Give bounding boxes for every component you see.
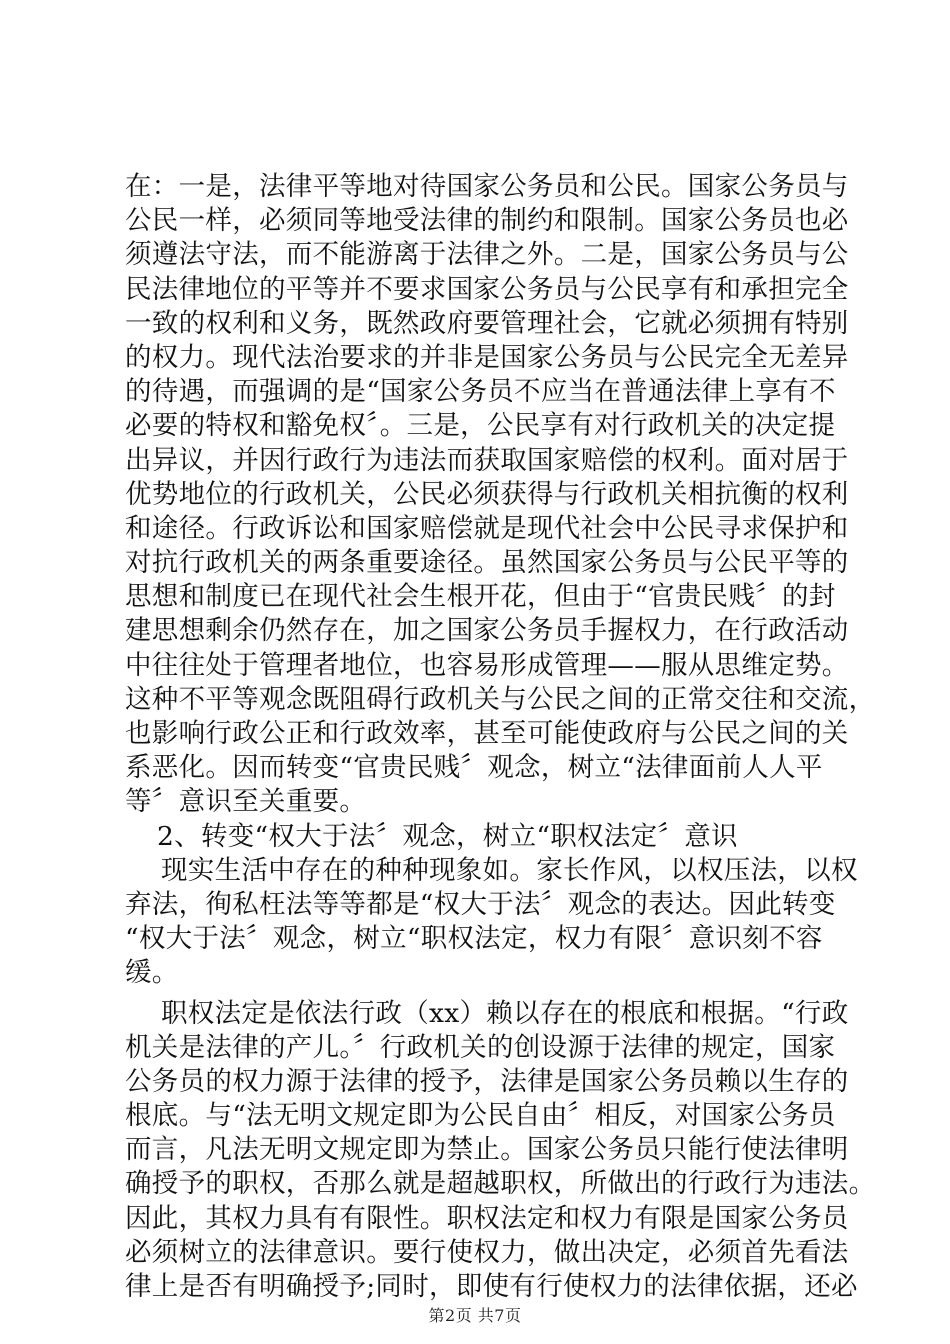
text-line: 机关是法律的产儿。〞行政机关的创设源于法律的规定，国家: [125, 1031, 836, 1063]
text-line: 缓。: [125, 957, 179, 989]
text-line: 一致的权利和义务，既然政府要管理社会，它就必须拥有特别: [125, 307, 849, 339]
text-line: “权大于法〞观念，树立“职权法定，权力有限〞意识刻不容: [125, 923, 823, 955]
text-line: 建思想剩余仍然存在，加之国家公务员手握权力，在行政活动: [125, 615, 849, 647]
text-line: 中往往处于管理者地位，也容易形成管理——服从思维定势。: [125, 649, 849, 681]
text-line: 的权力。现代法治要求的并非是国家公务员与公民完全无差异: [125, 341, 849, 373]
text-line: 确授予的职权，否那么就是超越职权，所做出的行政行为违法。: [125, 1168, 876, 1200]
paragraph-3: [125, 997, 876, 1305]
text-line: 的待遇，而强调的是“国家公务员不应当在普通法律上享有不: [125, 376, 836, 408]
text-line: 而言，凡法无明文规定即为禁止。国家公务员只能行使法律明: [125, 1134, 849, 1166]
text-line: 出异议，并因行政行为违法而获取国家赔偿的权利。面对居于: [125, 444, 849, 476]
text-line: 也影响行政公正和行政效率，甚至可能使政府与公民之间的关: [125, 718, 849, 749]
text-line: 公民一样，必须同等地受法律的制约和限制。国家公务员也必: [125, 205, 849, 237]
text-line: 须遵法守法，而不能游离于法律之外。二是，国家公务员与公: [125, 239, 849, 271]
text-line: 对抗行政机关的两条重要途径。虽然国家公务员与公民平等的: [125, 547, 849, 579]
text-line: 因此，其权力具有有限性。职权法定和权力有限是国家公务员: [125, 1202, 849, 1234]
paragraph-2: [125, 854, 858, 991]
text-line: 弃法，徇私枉法等等都是“权大于法〞观念的表达。因此转变: [125, 888, 836, 920]
text-line: 律上是否有明确授予;同时，即使有行使权力的法律依据，还必: [125, 1271, 858, 1302]
text-line: 和途径。行政诉讼和国家赔偿就是现代社会中公民寻求保护和: [125, 512, 849, 544]
text-line: 根底。与“法无明文规定即为公民自由〞相反，对国家公务员: [125, 1100, 836, 1132]
text-line: 公务员的权力源于法律的授予，法律是国家公务员赖以生存的: [125, 1065, 849, 1097]
text-line: 思想和制度已在现代社会生根开花，但由于“官贵民贱〞的封: [125, 581, 836, 613]
text-line: 民法律地位的平等并不要求国家公务员与公民享有和承担完全: [125, 273, 849, 305]
text-line: 这种不平等观念既阻碍行政机关与公民之间的正常交往和交流，: [125, 683, 876, 715]
text-line: 系恶化。因而转变“官贵民贱〞观念，树立“法律面前人人平: [125, 752, 823, 784]
paragraph-1: [125, 170, 876, 820]
text-line: 在：一是，法律平等地对待国家公务员和公民。国家公务员与: [125, 171, 849, 202]
text-line: 必要的特权和豁免权〞。三是，公民享有对行政机关的决定提: [125, 410, 836, 442]
document-body: [125, 170, 876, 1304]
text-line: 优势地位的行政机关，公民必须获得与行政机关相抗衡的权利: [125, 478, 849, 510]
text-line: 必须树立的法律意识。要行使权力，做出决定，必须首先看法: [125, 1236, 849, 1268]
section-heading: 2、转变“权大于法〞观念，树立“职权法定〞意识: [157, 820, 738, 852]
text-line: 职权法定是依法行政（xx）赖以存在的根底和根据。“行政: [161, 997, 849, 1029]
text-line: 现实生活中存在的种种现象如。家长作风，以权压法，以权: [161, 854, 858, 886]
page-number-footer: 第2页 共7页: [428, 1306, 522, 1325]
text-line: 等〞意识至关重要。: [125, 786, 367, 818]
